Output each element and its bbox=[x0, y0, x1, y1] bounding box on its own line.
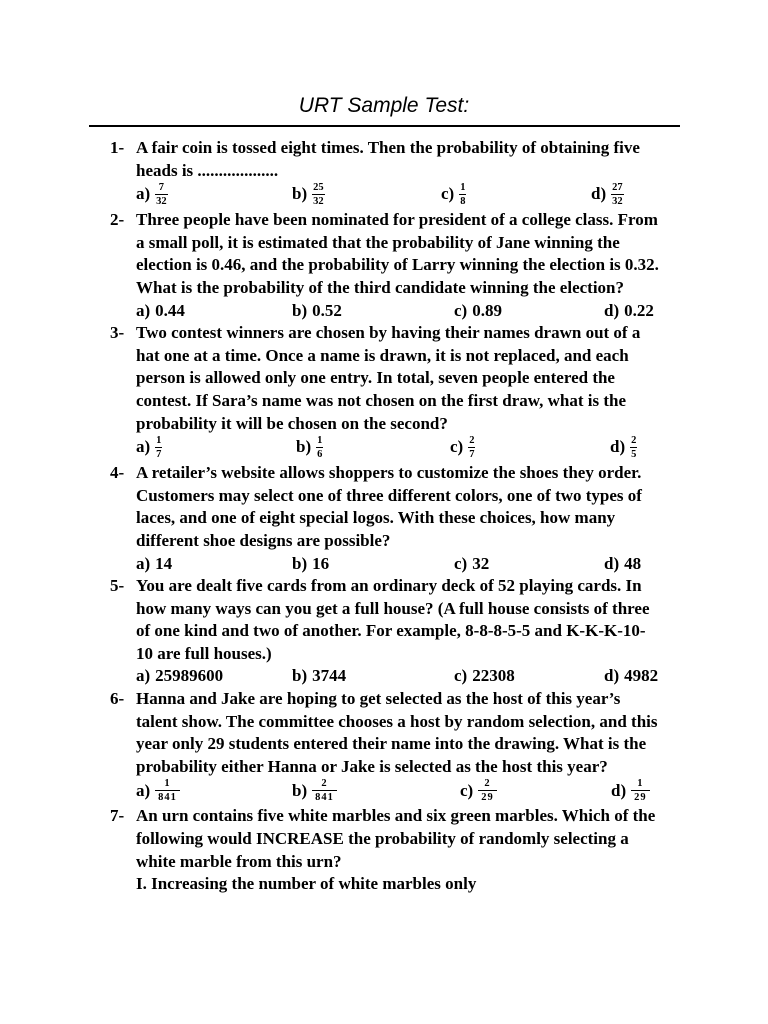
option-d bbox=[591, 182, 624, 207]
option-label: c) bbox=[454, 300, 468, 320]
question-line: What is the probability of the third candidate winning the election? bbox=[136, 277, 624, 297]
question-line: talent show. The committee chooses a host by random selection, and this bbox=[136, 711, 658, 731]
option-d bbox=[610, 435, 637, 460]
option-a bbox=[136, 553, 172, 576]
option-label: c) bbox=[441, 184, 455, 204]
fraction-numerator: 1 bbox=[164, 778, 171, 790]
option-fraction bbox=[459, 182, 466, 207]
option-label: c) bbox=[454, 666, 468, 686]
fraction-numerator: 1 bbox=[317, 435, 323, 447]
question-line: Three people have been nominated for president of a college class. From bbox=[136, 210, 658, 230]
option-fraction bbox=[155, 778, 180, 803]
question-number: 4- bbox=[110, 463, 125, 483]
option-text: 32 bbox=[472, 553, 490, 573]
answer-options bbox=[136, 300, 690, 323]
question-2 bbox=[110, 209, 690, 322]
option-fraction bbox=[468, 435, 475, 460]
question-line: white marble from this urn? bbox=[136, 851, 342, 871]
question-line: probability either Hanna or Jake is selected as the host this year? bbox=[136, 756, 608, 776]
question-line: Two contest winners are chosen by having their names drawn out of a bbox=[136, 323, 641, 343]
question-line: Customers may select one of three different colors, one of two types of bbox=[136, 485, 642, 505]
question-line: A fair coin is tossed eight times. Then the probability of obtaining five bbox=[136, 138, 640, 157]
option-b bbox=[296, 435, 323, 460]
fraction-denominator: 6 bbox=[317, 449, 323, 461]
option-label: b) bbox=[292, 300, 308, 320]
option-label: d) bbox=[611, 780, 627, 800]
fraction-denominator: 29 bbox=[478, 790, 497, 803]
question-4 bbox=[110, 462, 690, 575]
option-b bbox=[292, 182, 325, 207]
option-label: b) bbox=[296, 437, 312, 457]
option-c bbox=[454, 665, 515, 688]
option-text: 16 bbox=[312, 553, 330, 573]
option-fraction bbox=[631, 778, 650, 803]
question-line: probability it will be chosen on the second? bbox=[136, 413, 448, 433]
question-number: 2- bbox=[110, 210, 125, 230]
question-6 bbox=[110, 688, 690, 805]
option-label: b) bbox=[292, 666, 308, 686]
option-label: b) bbox=[292, 780, 308, 800]
answer-options bbox=[136, 778, 690, 805]
question-line: An urn contains five white marbles and six green marbles. Which of the bbox=[136, 806, 656, 826]
option-label: d) bbox=[604, 300, 620, 320]
question-line: how many ways can you get a full house? (A full house consists of three bbox=[136, 598, 650, 618]
answer-options bbox=[136, 665, 690, 688]
question-line: following would INCREASE the probability of randomly selecting a bbox=[136, 829, 629, 849]
question-number: 1- bbox=[110, 138, 125, 157]
question-line: contest. If Sara’s name was not chosen on the first draw, what is the bbox=[136, 390, 626, 410]
fraction-denominator: 841 bbox=[312, 790, 337, 803]
option-label: c) bbox=[454, 553, 468, 573]
fraction-numerator: 2 bbox=[631, 435, 637, 447]
option-text: 0.22 bbox=[624, 300, 654, 320]
option-fraction bbox=[478, 778, 497, 803]
fraction-numerator: 2 bbox=[484, 778, 491, 790]
question-number: 5- bbox=[110, 576, 125, 596]
question-line: Hanna and Jake are hoping to get selected as the host of this year’s bbox=[136, 689, 621, 709]
answer-options bbox=[136, 435, 690, 462]
option-label: a) bbox=[136, 553, 151, 573]
option-text: 4982 bbox=[624, 666, 659, 686]
option-text: 0.52 bbox=[312, 300, 342, 320]
option-text: 48 bbox=[624, 553, 642, 573]
title-divider bbox=[89, 125, 680, 127]
fraction-numerator: 2 bbox=[321, 778, 328, 790]
option-fraction bbox=[630, 435, 637, 460]
option-label: d) bbox=[604, 553, 620, 573]
fraction-denominator: 8 bbox=[460, 196, 466, 208]
question-line: of one kind and two of another. For example, 8-8-8-5-5 and K-K-K-10- bbox=[136, 621, 646, 641]
option-text: 25989600 bbox=[155, 666, 224, 686]
fraction-denominator: 32 bbox=[313, 196, 324, 208]
page-title: URT Sample Test: bbox=[298, 94, 470, 117]
question-number: 3- bbox=[110, 323, 125, 343]
fraction-numerator: 7 bbox=[158, 182, 165, 194]
option-b bbox=[292, 778, 337, 803]
question-line: hat one at a time. Once a name is drawn, it is not replaced, and each bbox=[136, 345, 629, 365]
option-label: a) bbox=[136, 300, 151, 320]
option-label: a) bbox=[136, 666, 151, 686]
option-fraction bbox=[611, 182, 624, 207]
question-line: different shoe designs are possible? bbox=[136, 530, 391, 550]
option-c bbox=[454, 553, 489, 576]
question-line: person is allowed only one entry. In total, seven people entered the bbox=[136, 368, 615, 388]
option-text: 14 bbox=[155, 553, 173, 573]
option-a bbox=[136, 778, 180, 803]
question-line: You are dealt five cards from an ordinary deck of 52 playing cards. In bbox=[136, 576, 642, 596]
option-fraction bbox=[316, 435, 323, 460]
option-text: 3744 bbox=[312, 666, 347, 686]
option-fraction bbox=[155, 435, 162, 460]
option-d bbox=[611, 778, 650, 803]
fraction-denominator: 7 bbox=[469, 449, 475, 461]
option-c bbox=[454, 300, 502, 323]
option-a bbox=[136, 665, 223, 688]
option-text: 0.89 bbox=[472, 300, 502, 320]
option-label: b) bbox=[292, 184, 308, 204]
option-b bbox=[292, 553, 329, 576]
option-d bbox=[604, 553, 641, 576]
option-label: c) bbox=[450, 437, 464, 457]
option-a bbox=[136, 182, 168, 207]
option-label: b) bbox=[292, 553, 308, 573]
fraction-numerator: 1 bbox=[156, 435, 162, 447]
option-text: 22308 bbox=[472, 666, 515, 686]
fraction-numerator: 25 bbox=[313, 182, 324, 194]
fraction-denominator: 32 bbox=[156, 196, 167, 208]
option-b bbox=[292, 300, 342, 323]
option-fraction bbox=[312, 778, 337, 803]
option-text: 0.44 bbox=[155, 300, 185, 320]
option-label: d) bbox=[604, 666, 620, 686]
fraction-denominator: 32 bbox=[612, 196, 623, 208]
fraction-numerator: 1 bbox=[637, 778, 644, 790]
question-line: a small poll, it is estimated that the probability of Jane winning the bbox=[136, 232, 620, 252]
question-number: 7- bbox=[110, 806, 125, 826]
fraction-denominator: 29 bbox=[631, 790, 650, 803]
fraction-numerator: 1 bbox=[460, 182, 466, 194]
option-c bbox=[441, 182, 466, 207]
option-label: a) bbox=[136, 437, 151, 457]
question-7 bbox=[110, 805, 690, 895]
fraction-numerator: 2 bbox=[469, 435, 475, 447]
question-line: 10 are full houses.) bbox=[136, 643, 272, 663]
answer-options bbox=[136, 553, 690, 576]
option-label: d) bbox=[591, 184, 607, 204]
option-a bbox=[136, 435, 162, 460]
option-label: d) bbox=[610, 437, 626, 457]
question-number: 6- bbox=[110, 689, 125, 709]
question-line: laces, and one of eight special logos. With these choices, how many bbox=[136, 508, 616, 528]
option-b bbox=[292, 665, 346, 688]
option-label: a) bbox=[136, 780, 151, 800]
answer-options bbox=[136, 182, 690, 209]
option-d bbox=[604, 300, 654, 323]
option-label: a) bbox=[136, 184, 151, 204]
option-fraction bbox=[155, 182, 168, 207]
statement-1: I. Increasing the number of white marbles only bbox=[136, 874, 477, 894]
option-label: c) bbox=[460, 780, 474, 800]
option-fraction bbox=[312, 182, 325, 207]
option-a bbox=[136, 300, 185, 323]
question-3 bbox=[110, 322, 690, 462]
question-1 bbox=[110, 137, 690, 209]
question-line: A retailer’s website allows shoppers to customize the shoes they order. bbox=[136, 463, 642, 483]
option-d bbox=[604, 665, 658, 688]
fraction-numerator: 27 bbox=[612, 182, 623, 194]
question-line: election is 0.46, and the probability of Larry winning the election is 0.32. bbox=[136, 255, 659, 275]
fraction-denominator: 841 bbox=[155, 790, 180, 803]
question-line: year only 29 students entered their name into the drawing. What is the bbox=[136, 734, 647, 754]
fraction-denominator: 7 bbox=[156, 449, 162, 461]
question-list bbox=[110, 137, 690, 896]
option-c bbox=[460, 778, 497, 803]
option-c bbox=[450, 435, 475, 460]
question-line: heads is ................... bbox=[136, 160, 279, 180]
question-5 bbox=[110, 575, 690, 688]
fraction-denominator: 5 bbox=[631, 449, 637, 461]
